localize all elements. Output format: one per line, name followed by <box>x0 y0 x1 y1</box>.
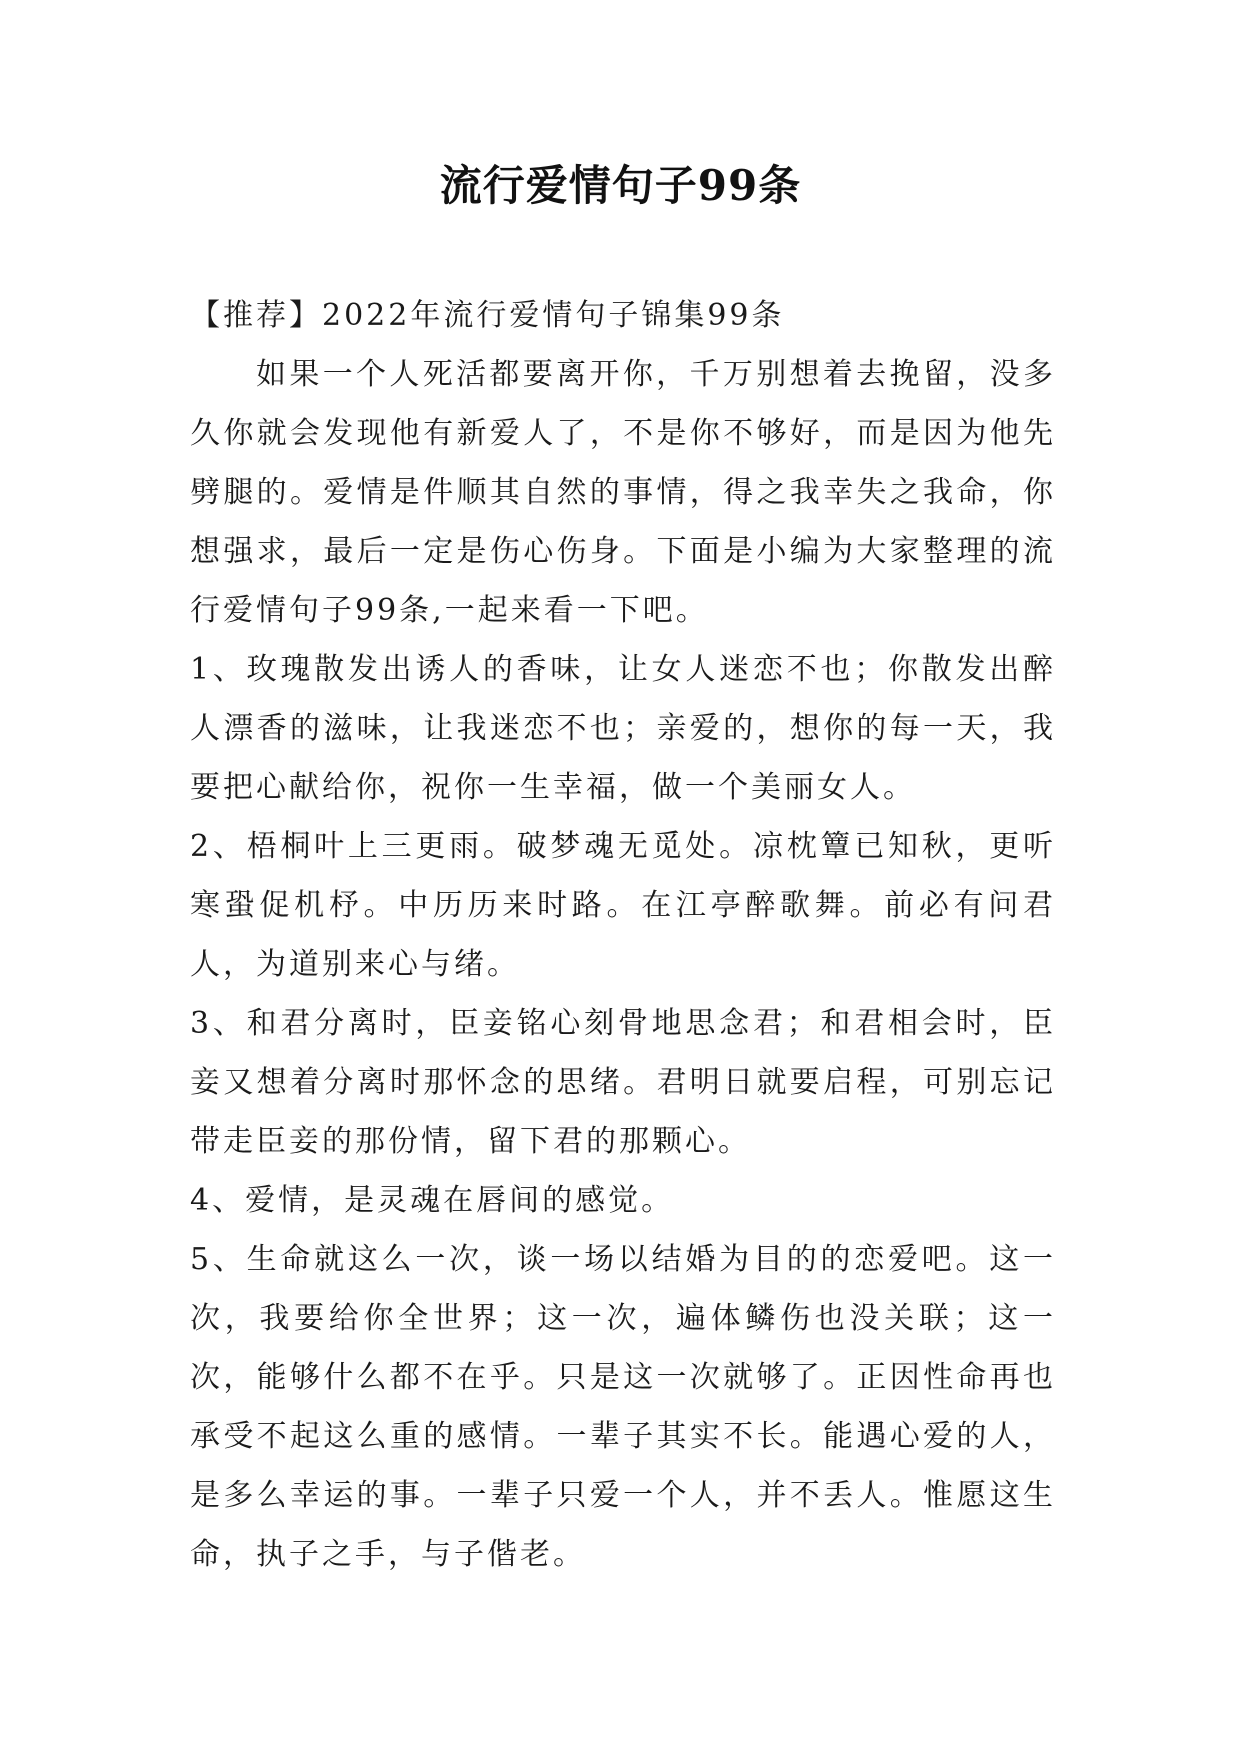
intro-paragraph: 如果一个人死活都要离开你，千万别想着去挽留，没多久你就会发现他有新爱人了，不是你不够好，而是因为他先劈腿的。爱情是件顺其自然的事情，得之我幸失之我命，你想强求，最后一定是伤心伤身。下面是小编为大家整理的流行爱情句子99条,一起来看一下吧。 <box>190 357 1056 628</box>
document-body <box>190 286 1056 1584</box>
list-item: 3、和君分离时，臣妾铭心刻骨地思念君；和君相会时，臣妾又想着分离时那怀念的思绪。君明日就要启程，可别忘记带走臣妾的那份情，留下君的那颗心。 <box>190 1006 1056 1159</box>
recommend-line: 【推荐】2022年流行爱情句子锦集99条 <box>190 298 785 333</box>
list-item: 5、生命就这么一次，谈一场以结婚为目的的恋爱吧。这一次，我要给你全世界；这一次，遍体鳞伤也没关联；这一次，能够什么都不在乎。只是这一次就够了。正因性命再也承受不起这么重的感情。一辈子其实不长。能遇心爱的人，是多么幸运的事。一辈子只爱一个人，并不丢人。惟愿这生命，执子之手，与子偕老。 <box>190 1242 1056 1572</box>
list-item: 4、爱情，是灵魂在唇间的感觉。 <box>190 1183 675 1218</box>
page-title: 流行爱情句子99条 <box>439 161 802 210</box>
list-item: 1、玫瑰散发出诱人的香味，让女人迷恋不也；你散发出醉人漂香的滋味，让我迷恋不也；亲爱的，想你的每一天，我要把心献给你，祝你一生幸福，做一个美丽女人。 <box>190 652 1056 805</box>
list-item: 2、梧桐叶上三更雨。破梦魂无觅处。凉枕簟已知秋，更听寒蛩促机杼。中历历来时路。在江亭醉歌舞。前必有问君人，为道别来心与绪。 <box>190 829 1056 982</box>
